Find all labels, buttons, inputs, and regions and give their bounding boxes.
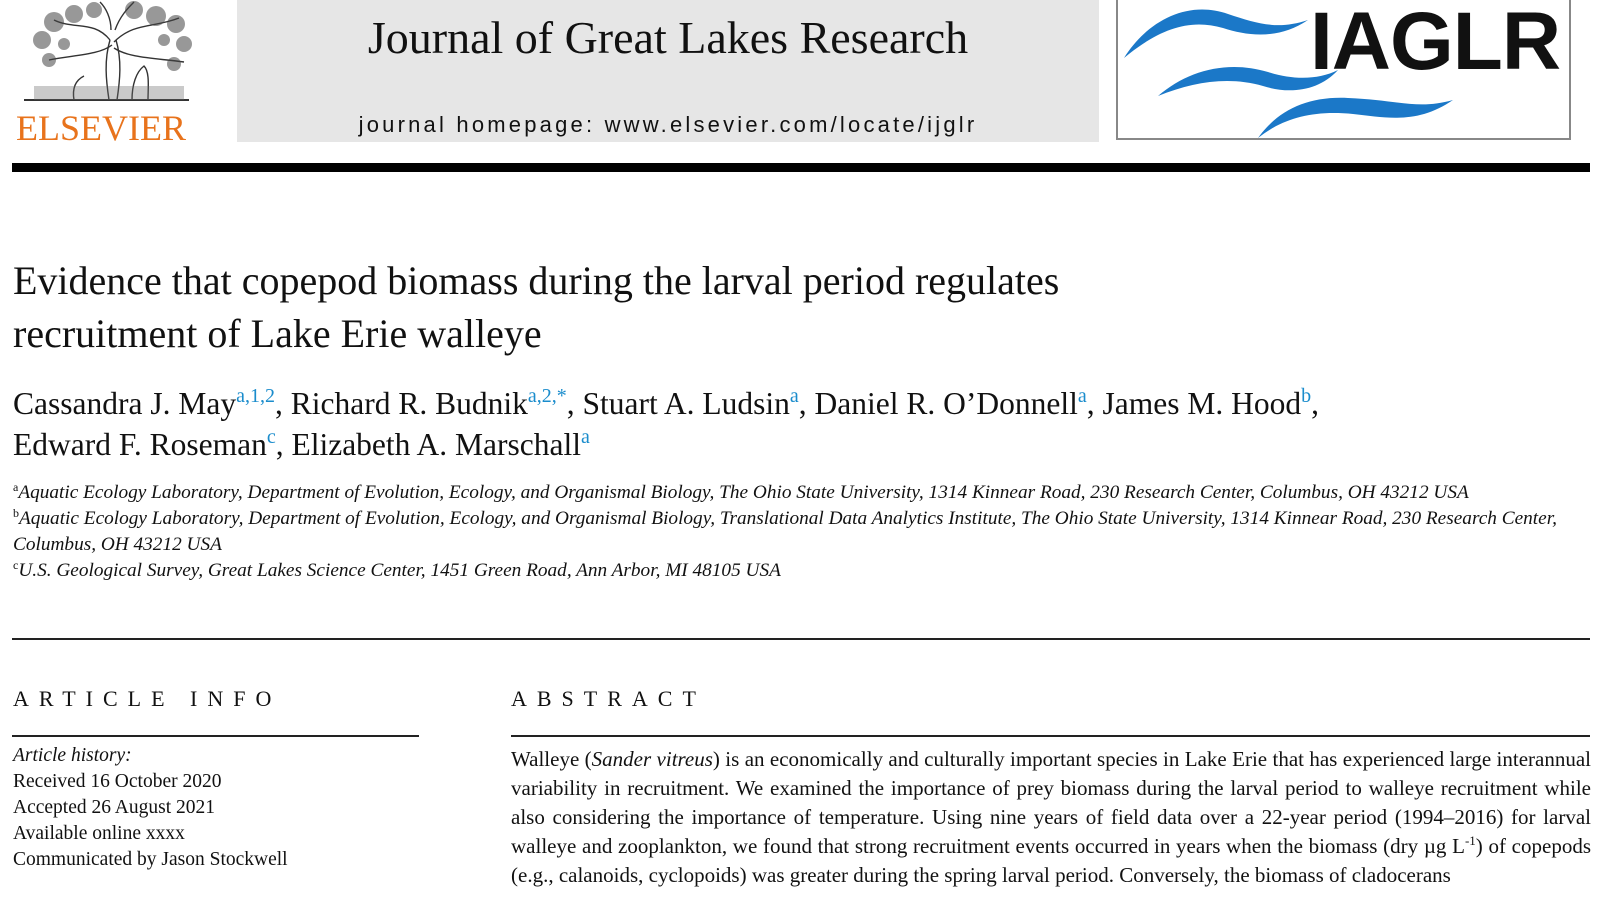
affiliation-text: Aquatic Ecology Laboratory, Department of Evolution, Ecology, and Organismal Biology, Translational Data Analytics Institute, The Ohio State University, 1314 Kinnear Road, 230 Research Center, Columbus, OH 43212 USA — [13, 508, 1557, 555]
affiliation-text: Aquatic Ecology Laboratory, Department of Evolution, Ecology, and Organismal Biology, The Ohio State University, 1314 Kinnear Road, 230 Research Center, Columbus, OH 43212 USA — [18, 482, 1469, 503]
article-history — [13, 743, 433, 873]
section-divider — [12, 638, 1590, 640]
author-name: Daniel R. O’Donnell — [814, 386, 1078, 421]
affiliation-c — [13, 558, 1593, 584]
affiliation-text: U.S. Geological Survey, Great Lakes Science Center, 1451 Green Road, Ann Arbor, MI 48105 USA — [18, 560, 781, 581]
author-affiliation-link[interactable]: b — [1301, 385, 1312, 407]
affiliation-a — [13, 480, 1593, 506]
abstract-text: ) is an economically and culturally important species in Lake Erie that has experienced large interannual variability in recruitment. We examined the importance of prey biomass during the larval period to walleye recruitment while also considering the importance of temperature. Using nine years of field data over a 22-year period (1994–2016) for larval walleye and zooplankton, we found that strong recruitment events occurred in years when the biomass (dry µg L — [511, 747, 1591, 858]
journal-title: Journal of Great Lakes Research — [367, 12, 969, 63]
author-affiliation-link[interactable]: a — [789, 385, 799, 407]
iaglr-wordmark: IAGLR — [1310, 0, 1561, 87]
abstract-paragraph — [511, 745, 1591, 890]
author-affiliation-link[interactable]: a — [581, 426, 590, 448]
abstract-text: Walleye ( — [511, 747, 592, 771]
paper-title — [13, 254, 1513, 360]
author-name: Edward F. Roseman — [13, 427, 267, 462]
abstract-body — [511, 745, 1591, 890]
abstract-heading: ABSTRACT — [511, 686, 706, 711]
affiliation-b — [13, 506, 1593, 558]
paper-title-line-2: recruitment of Lake Erie walleye — [13, 311, 542, 356]
paper-title-line-1: Evidence that copepod biomass during the larval period regulates — [13, 258, 1060, 303]
article-info-heading: ARTICLE INFO — [13, 686, 282, 711]
author-name: Elizabeth A. Marschall — [291, 427, 581, 462]
abstract-divider — [511, 735, 1590, 737]
author-list — [13, 383, 1583, 465]
author-separator: , — [1311, 386, 1319, 421]
author-separator: , — [1086, 386, 1103, 421]
accepted-date: Accepted 26 August 2021 — [13, 797, 216, 818]
affiliation-label: b — [13, 506, 19, 520]
elsevier-wordmark: ELSEVIER — [16, 108, 186, 148]
header-divider — [12, 163, 1590, 172]
received-date: Received 16 October 2020 — [13, 771, 222, 792]
author-name: Richard R. Budnik — [290, 386, 528, 421]
affiliation-list — [13, 480, 1593, 584]
author-affiliation-link[interactable]: a — [1077, 385, 1087, 407]
journal-homepage-link[interactable]: journal homepage: www.elsevier.com/locate/ijglr — [358, 112, 978, 137]
author-name: Cassandra J. May — [13, 386, 237, 421]
communicated-by: Communicated by Jason Stockwell — [13, 849, 288, 870]
journal-banner — [237, 0, 1099, 142]
author-name: Stuart A. Ludsin — [582, 386, 790, 421]
author-separator: , — [798, 386, 815, 421]
author-name: James M. Hood — [1102, 386, 1302, 421]
unit-exponent: -1 — [1464, 833, 1476, 848]
author-separator: , — [566, 386, 583, 421]
journal-header — [0, 0, 1600, 160]
affiliation-label: c — [13, 558, 19, 572]
author-affiliation-link[interactable]: a,2,* — [527, 385, 567, 407]
species-name: Sander vitreus — [591, 747, 713, 771]
article-info-divider — [12, 735, 419, 737]
author-separator: , — [275, 427, 292, 462]
author-affiliation-link[interactable]: c — [266, 426, 276, 448]
iaglr-logo — [1116, 0, 1571, 140]
author-separator: , — [274, 386, 291, 421]
online-date: Available online xxxx — [13, 823, 185, 844]
abstract-text: ) of copepods (e.g., calanoids, cyclopoids) was greater during the spring larval period. Conversely, the biomass of cladocerans — [511, 834, 1591, 887]
affiliation-label: a — [13, 480, 19, 494]
article-history-label: Article history: — [13, 745, 132, 766]
author-affiliation-link[interactable]: a,1,2 — [236, 385, 275, 407]
